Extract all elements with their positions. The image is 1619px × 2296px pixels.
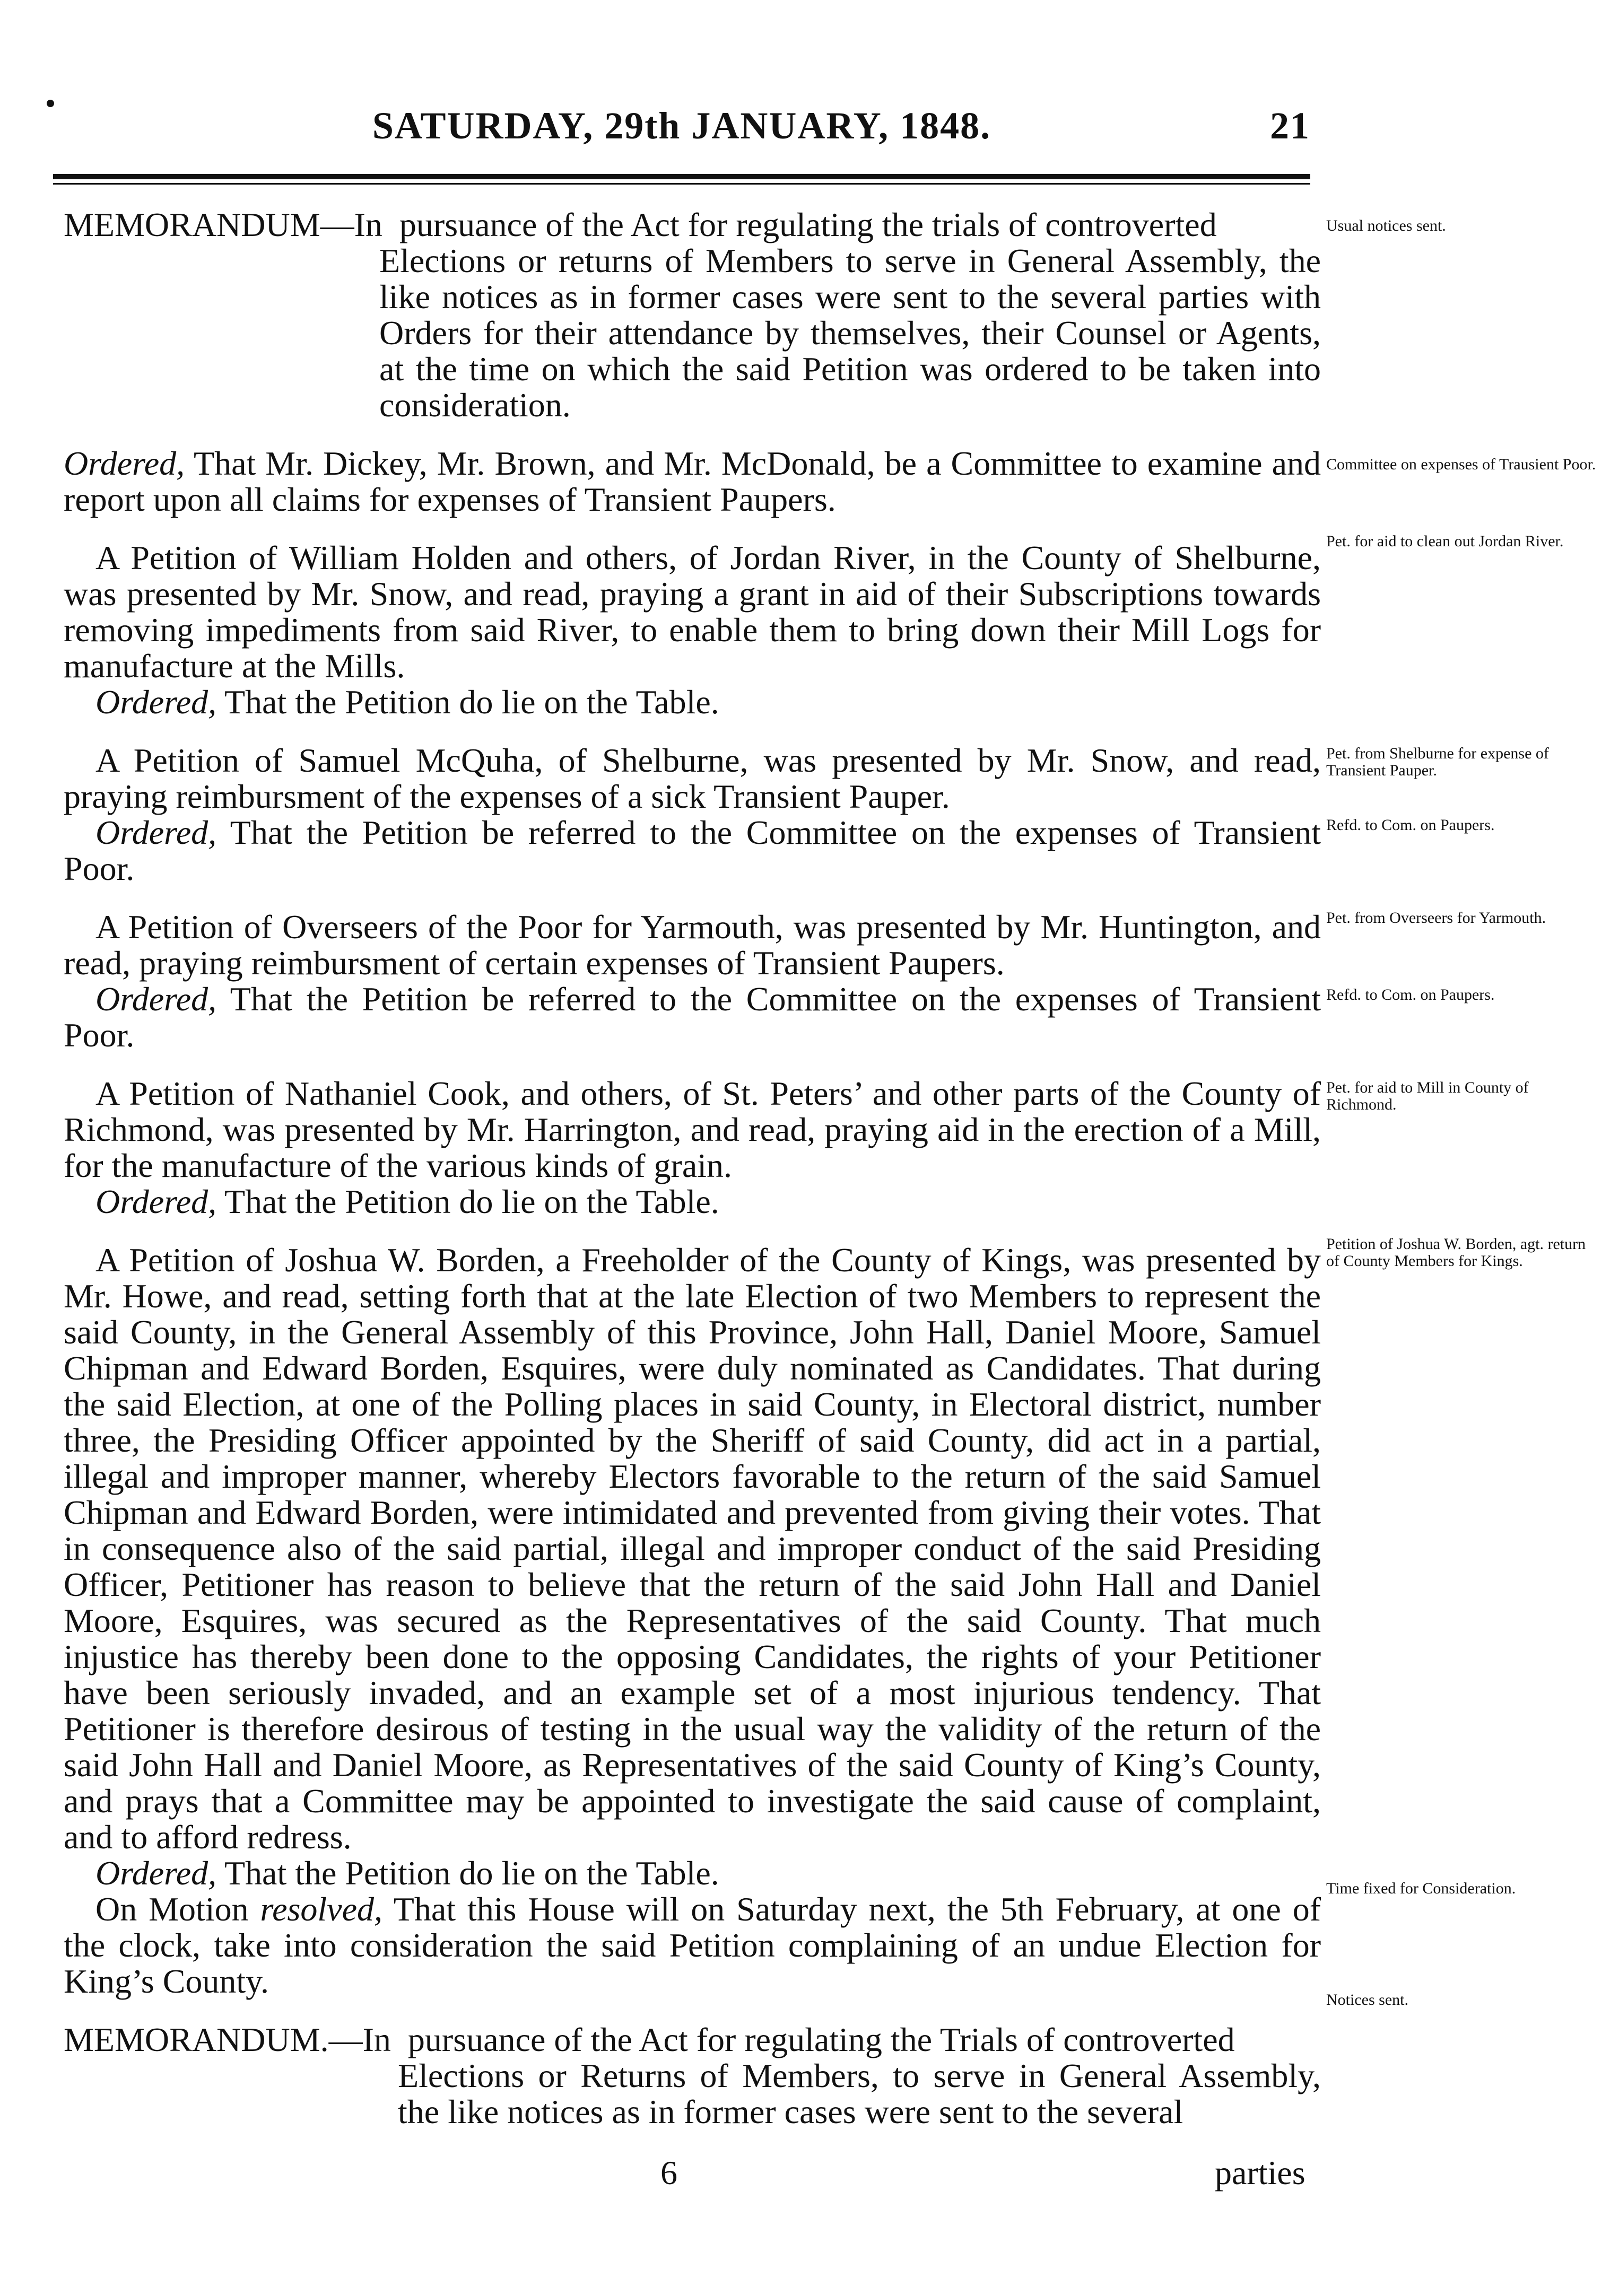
margin-note: Usual notices sent. — [1326, 217, 1446, 234]
margin-note: Pet. for aid to Mill in County of Richmond. — [1326, 1079, 1529, 1113]
margin-note: Pet. for aid to clean out Jordan River. — [1326, 532, 1564, 550]
page-header-title: SATURDAY, 29th JANUARY, 1848. — [372, 104, 991, 147]
memorandum-lead: MEMORANDUM—In — [64, 206, 382, 243]
margin-note: Refd. to Com. on Paupers. — [1326, 986, 1495, 1003]
memorandum-rest: Elections or Returns of Members, to serve in General Assembly, the like notices as in former cases were sent to the several — [398, 2057, 1321, 2131]
committee-order — [64, 446, 1321, 518]
petition-holden — [64, 540, 1321, 720]
petition-text: A Petition of Nathaniel Cook, and others, of St. Peters’ and other parts of the County of Richmond, was presented by Mr. Harrington, and read, praying aid in the erection of a Mill, for the manufacture of the various kinds of grain. — [64, 1075, 1321, 1184]
ordered-word: Ordered, — [95, 1183, 217, 1220]
page-number: 21 — [1270, 104, 1310, 147]
ordered-word: Ordered, — [64, 444, 185, 482]
order-text: That the Petition do lie on the Table. — [216, 1183, 719, 1220]
order-text: That the Petition be referred to the Committee on the expenses of Transient Poor. — [64, 814, 1321, 887]
header-rule-thick — [53, 174, 1310, 179]
order-text: That Mr. Dickey, Mr. Brown, and Mr. McDonald, be a Committee to examine and report upon all claims for expenses of Transient Paupers. — [64, 444, 1321, 518]
journal-body — [64, 207, 1321, 2130]
motion-resolved — [64, 1891, 1321, 2000]
margin-note: Pet. from Overseers for Yarmouth. — [1326, 909, 1546, 927]
header-rule-thin — [53, 183, 1310, 185]
petition-text: A Petition of William Holden and others, of Jordan River, in the County of Shelburne, was presented by Mr. Snow, and read, praying a grant in aid of their Subscriptions towards removing impediments from said River, to enable them to bring down their Mill Logs for manufacture at the Mills. — [64, 539, 1321, 685]
catchword: parties — [1215, 2154, 1305, 2192]
petition-yarmouth — [64, 909, 1321, 1053]
motion-text: That this House will on Saturday next, the 5th February, at one of the clock, take into consideration the said Petition complaining of an undue Election for King’s County. — [64, 1890, 1321, 2000]
petition-text: A Petition of Samuel McQuha, of Shelburne, was presented by Mr. Snow, and read, praying reimbursment of the expenses of a sick Transient Pauper. — [64, 741, 1321, 815]
petition-text: A Petition of Joshua W. Borden, a Freeholder of the County of Kings, was presented by Mr. Howe, and read, setting forth that at the late Election of two Members to represent the said County, in the General Assembly of this Province, John Hall, Daniel Moore, Samuel Chipman and Edward Borden, Esquires, were duly nominated as Candidates. That during the said Election, at one of the Polling places in said County, in Electoral district, number three, the Presiding Officer appointed by the Sheriff of said County, did act in a partial, illegal and improper manner, whereby Electors favorable to the return of the said Samuel Chipman and Edward Borden, were intimidated and prevented from giving their votes. That in consequence also of the said partial, illegal and improper conduct of the said Presiding Officer, Petitioner has reason to believe that the return of the said John Hall and Daniel Moore, Esquires, was secured as the Representatives of the said County. That much injustice has thereby been done to the opposing Candidates, the rights of your Petitioner have been seriously invaded, and an example set of a most injurious tendency. That Petitioner is therefore desirous of testing in the usual way the validity of the return of the said John Hall and Daniel Moore, as Representatives of the said County of King’s County, and prays that a Committee may be appointed to investigate the said cause of complaint, and to afford redress. — [64, 1241, 1321, 1856]
petition-mcquha — [64, 743, 1321, 887]
ordered-word: Ordered, — [95, 980, 217, 1018]
memorandum-lead: MEMORANDUM.—In — [64, 2021, 391, 2058]
signature-mark: 6 — [660, 2154, 677, 2192]
margin-note: Notices sent. — [1326, 1991, 1408, 2009]
order-text: That the Petition be referred to the Committee on the expenses of Transient Poor. — [64, 980, 1321, 1054]
order-text: That the Petition do lie on the Table. — [216, 1854, 719, 1892]
running-header — [53, 104, 1310, 152]
memorandum-paragraph — [64, 2022, 1321, 2130]
memorandum-line1: pursuance of the Act for regulating the Trials of controverted — [407, 2021, 1235, 2058]
order-text: That the Petition do lie on the Table. — [216, 683, 719, 721]
petition-borden — [64, 1242, 1321, 1891]
margin-note: Pet. from Shelburne for expense of Transient Pauper. — [1326, 745, 1549, 779]
memorandum-paragraph — [64, 207, 1321, 423]
ordered-word: Ordered, — [95, 683, 217, 721]
margin-note: Committee on expenses of Trausient Poor. — [1326, 456, 1596, 473]
margin-note: Time fixed for Consideration. — [1326, 1880, 1516, 1897]
margin-note: Refd. to Com. on Paupers. — [1326, 816, 1495, 834]
ordered-word: Ordered, — [95, 1854, 217, 1892]
petition-text: A Petition of Overseers of the Poor for Yarmouth, was presented by Mr. Huntington, and read, praying reimbursment of certain expenses of Transient Paupers. — [64, 908, 1321, 982]
motion-pre: On Motion — [95, 1890, 260, 1928]
ordered-word: Ordered, — [95, 814, 217, 851]
petition-cook — [64, 1076, 1321, 1220]
resolved-word: resolved, — [260, 1890, 382, 1928]
margin-note: Petition of Joshua W. Borden, agt. return of County Members for Kings. — [1326, 1235, 1586, 1270]
memorandum-rest: Elections or returns of Members to serve in General Assembly, the like notices as in former cases were sent to the several parties with Orders for their attendance by themselves, their Counsel or Agents, at the time on which the said Petition was ordered to be taken into consideration. — [379, 242, 1321, 424]
memorandum-line1: pursuance of the Act for regulating the trials of controverted — [399, 206, 1217, 243]
